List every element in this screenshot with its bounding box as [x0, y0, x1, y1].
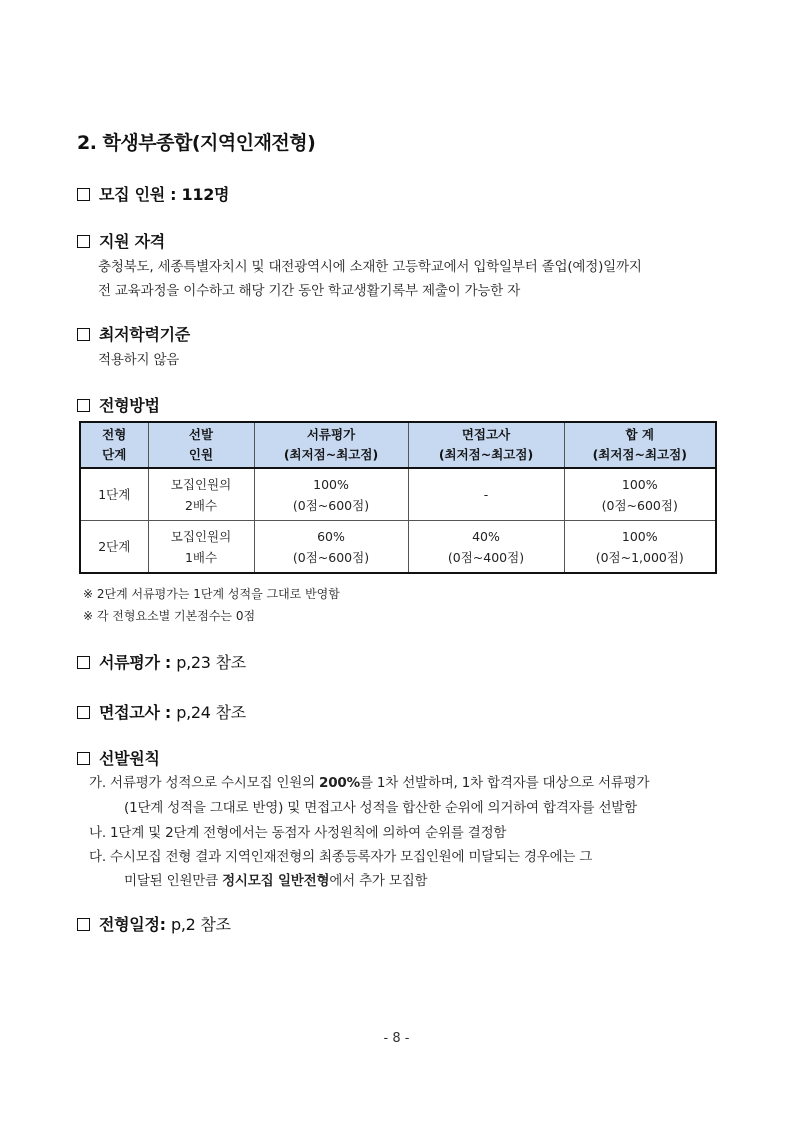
schedule-label: 전형일정: [99, 915, 166, 934]
note-2: ※ 각 전형요소별 기본점수는 0점 [83, 609, 256, 623]
checkbox-square-icon [77, 188, 90, 201]
cell-interview: - [408, 468, 564, 521]
header-interview: 면접고사 (최저점~최고점) [408, 422, 564, 468]
doc-eval-label: 서류평가 : [99, 653, 171, 672]
schedule-value: p,2 참조 [171, 915, 231, 934]
table-row [80, 521, 716, 574]
cell-stage: 1단계 [80, 468, 148, 521]
cell-count: 모집인원의 2배수 [148, 468, 254, 521]
principle-item-ga-cont: (1단계 성적을 그대로 반영) 및 면접고사 성적을 합산한 순위에 의거하여 합격자를 선발함 [124, 800, 637, 816]
interview-heading [77, 700, 246, 723]
method-heading [77, 393, 160, 416]
doc-eval-heading [77, 650, 246, 673]
qualification-line-1: 충청북도, 세종특별자치시 및 대전광역시에 소재한 고등학교에서 입학일부터 졸업(예정)일까지 [98, 259, 642, 275]
page-title: 2. 학생부종합(지역인재전형) [77, 132, 316, 154]
qualification-heading [77, 229, 165, 252]
checkbox-square-icon [77, 752, 90, 765]
qualification-label: 지원 자격 [99, 232, 165, 251]
checkbox-square-icon [77, 328, 90, 341]
checkbox-square-icon [77, 918, 90, 931]
principle-item-da: 다. 수시모집 전형 결과 지역인재전형의 최종등록자가 모집인원에 미달되는 경우에는 그 [89, 849, 593, 865]
method-label: 전형방법 [99, 396, 160, 415]
doc-eval-value: p,23 참조 [176, 653, 246, 672]
principle-item-ga: 가. 서류평가 성적으로 수시모집 인원의 200%를 1차 선발하며, 1차 합격자를 대상으로 서류평가 [89, 775, 650, 791]
table-header-row [80, 422, 716, 468]
recruit-heading [77, 182, 229, 205]
principle-heading [77, 746, 160, 769]
selection-method-table [79, 421, 717, 574]
interview-value: p,24 참조 [176, 703, 246, 722]
cell-total: 100% (0점~1,000점) [564, 521, 716, 574]
highlight-regular-admission: 정시모집 일반전형 [222, 873, 330, 889]
note-1: ※ 2단계 서류평가는 1단계 성적을 그대로 반영함 [83, 587, 340, 601]
checkbox-square-icon [77, 706, 90, 719]
minimum-label: 최저학력기준 [99, 325, 190, 344]
qualification-line-2: 전 교육과정을 이수하고 해당 기간 동안 학교생활기록부 제출이 가능한 자 [98, 283, 521, 299]
header-count: 선발 인원 [148, 422, 254, 468]
header-total: 합 계 (최저점~최고점) [564, 422, 716, 468]
page-number: - 8 - [383, 1031, 410, 1046]
principle-item-na: 나. 1단계 및 2단계 전형에서는 동점자 사정원칙에 의하여 순위를 결정함 [89, 825, 507, 841]
checkbox-square-icon [77, 235, 90, 248]
cell-count: 모집인원의 1배수 [148, 521, 254, 574]
header-stage: 전형 단계 [80, 422, 148, 468]
interview-label: 면접고사 : [99, 703, 171, 722]
minimum-heading [77, 322, 190, 345]
minimum-text: 적용하지 않음 [98, 352, 180, 368]
checkbox-square-icon [77, 656, 90, 669]
checkbox-square-icon [77, 399, 90, 412]
recruit-label: 모집 인원 : 112명 [99, 185, 230, 204]
cell-doc: 60% (0점~600점) [254, 521, 408, 574]
cell-interview: 40% (0점~400점) [408, 521, 564, 574]
highlight-200-percent: 200% [319, 775, 360, 791]
principle-label: 선발원칙 [99, 749, 160, 768]
cell-total: 100% (0점~600점) [564, 468, 716, 521]
cell-doc: 100% (0점~600점) [254, 468, 408, 521]
table-row [80, 468, 716, 521]
header-doc: 서류평가 (최저점~최고점) [254, 422, 408, 468]
cell-stage: 2단계 [80, 521, 148, 574]
principle-item-da-cont: 미달된 인원만큼 정시모집 일반전형에서 추가 모집함 [124, 873, 428, 889]
schedule-heading [77, 912, 231, 935]
